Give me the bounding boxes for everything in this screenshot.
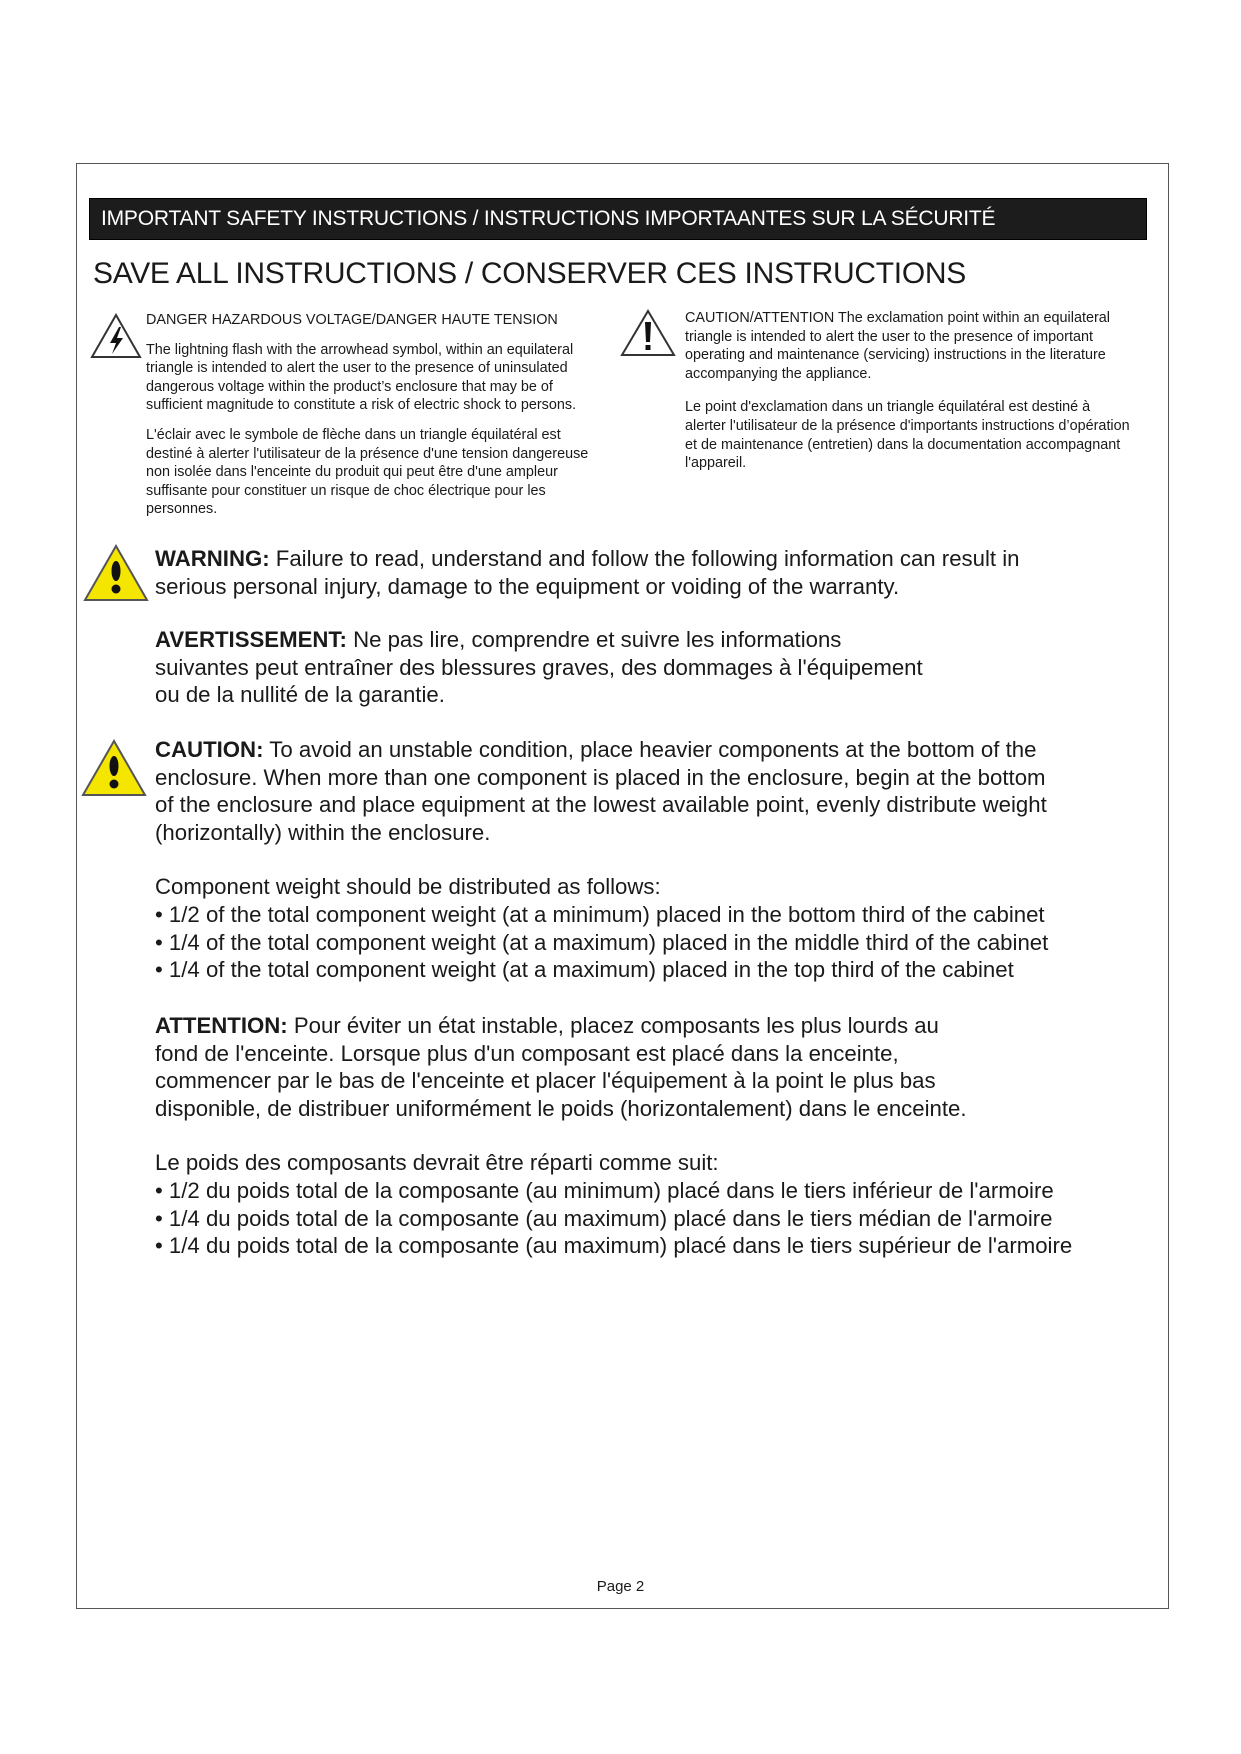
caution-fr-line: alerter l'utilisateur de la présence d'importants instructions d’opération [685, 417, 1130, 434]
danger-en-line: The lightning flash with the arrowhead symbol, within an equilateral [146, 341, 574, 358]
lightning-warning-icon [90, 313, 142, 359]
distribution-bullet: • 1/4 of the total component weight (at a maximum) placed in the top third of the cabinet [155, 957, 1014, 983]
distribution-intro: Component weight should be distributed as follows: [155, 874, 661, 900]
distribution-bullet: • 1/4 of the total component weight (at a maximum) placed in the middle third of the cabinet [155, 929, 1049, 955]
caution-fr-line: et de maintenance (entretien) dans la documentation accompagnant [685, 436, 1121, 453]
attention-section [155, 1012, 1115, 1260]
danger-en-line: dangerous voltage within the product’s enclosure that may be of [146, 378, 553, 395]
attention-text: commencer par le bas de l'enceinte et placer l'équipement à la point le plus bas [155, 1068, 936, 1094]
attention-text: disponible, de distribuer uniformément le poids (horizontalement) dans le enceinte. [155, 1095, 967, 1121]
danger-fr-line: non isolée dans l'enceinte du produit qui peut être d'une ampleur [146, 464, 558, 481]
page-number: Page 2 [596, 1578, 645, 1595]
attention-label: ATTENTION: [155, 1013, 288, 1038]
danger-en-line: triangle is intended to alert the user to the presence of uninsulated [146, 360, 568, 377]
warning-section [155, 545, 1115, 600]
caution-en-line: CAUTION/ATTENTION The exclamation point within an equilateral [685, 310, 1110, 326]
danger-en-line: sufficient magnitude to constitute a risk of electric shock to persons. [146, 397, 577, 414]
attention-text: fond de l'enceinte. Lorsque plus d'un composant est placé dans la enceinte, [155, 1040, 899, 1066]
caution-notice-section [685, 309, 1165, 473]
distribution-bullet-fr: • 1/2 du poids total de la composante (au minimum) placé dans le tiers inférieur de l'armoire [155, 1177, 1054, 1203]
caution-text: (horizontally) within the enclosure. [155, 819, 491, 845]
danger-fr-line: suffisante pour constituer un risque de choc électrique pour les [146, 482, 546, 499]
attention-text: Pour éviter un état instable, placez composants les plus lourds au [287, 1013, 939, 1038]
caution-en-line: accompanying the appliance. [685, 365, 872, 382]
danger-section [146, 311, 621, 519]
avertissement-section [155, 626, 1115, 709]
safety-banner: IMPORTANT SAFETY INSTRUCTIONS / INSTRUCTIONS IMPORTAANTES SUR LA SÉCURITÉ [89, 198, 1147, 240]
yellow-caution-icon [80, 738, 148, 798]
caution-label: CAUTION: [155, 737, 264, 762]
caution-fr-line: Le point d'exclamation dans un triangle équilatéral est destiné à [685, 399, 1091, 416]
danger-fr-line: L'éclair avec le symbole de flèche dans un triangle équilatéral est [146, 426, 561, 443]
avertissement-text: suivantes peut entraîner des blessures graves, des dommages à l'équipement [155, 654, 923, 680]
caution-text: of the enclosure and place equipment at the lowest available point, evenly distribute weight [155, 792, 1047, 818]
warning-label: WARNING: [155, 546, 270, 571]
caution-text: To avoid an unstable condition, place heavier components at the bottom of the [263, 737, 1037, 762]
caution-section [155, 736, 1115, 984]
yellow-warning-icon [82, 543, 150, 603]
avertissement-text: ou de la nullité de la garantie. [155, 682, 445, 708]
distribution-bullet: • 1/2 of the total component weight (at a minimum) placed in the bottom third of the cabinet [155, 901, 1045, 927]
avertissement-label: AVERTISSEMENT: [155, 627, 347, 652]
warning-text: serious personal injury, damage to the equipment or voiding of the warranty. [155, 573, 900, 599]
distribution-bullet-fr: • 1/4 du poids total de la composante (au maximum) placé dans le tiers médian de l'armoire [155, 1205, 1053, 1231]
distribution-intro-fr: Le poids des composants devrait être réparti comme suit: [155, 1150, 719, 1176]
warning-text: Failure to read, understand and follow the following information can result in [269, 546, 1020, 571]
caution-fr-line: l'appareil. [685, 455, 747, 472]
avertissement-text: Ne pas lire, comprendre et suivre les informations [346, 627, 842, 652]
danger-heading: DANGER HAZARDOUS VOLTAGE/DANGER HAUTE TENSION [146, 312, 558, 328]
caution-en-line: triangle is intended to alert the user to the presence of important [685, 328, 1093, 345]
exclamation-warning-icon [620, 309, 676, 357]
caution-en-line: operating and maintenance (servicing) instructions in the literature [685, 347, 1106, 364]
danger-fr-line: personnes. [146, 501, 218, 518]
distribution-bullet-fr: • 1/4 du poids total de la composante (au maximum) placé dans le tiers supérieur de l'armoire [155, 1233, 1073, 1259]
caution-text: enclosure. When more than one component is placed in the enclosure, begin at the bottom [155, 764, 1046, 790]
danger-fr-line: destiné à alerter l'utilisateur de la présence d'une tension dangereuse [146, 445, 589, 462]
save-instructions-title: SAVE ALL INSTRUCTIONS / CONSERVER CES INSTRUCTIONS [93, 257, 966, 290]
